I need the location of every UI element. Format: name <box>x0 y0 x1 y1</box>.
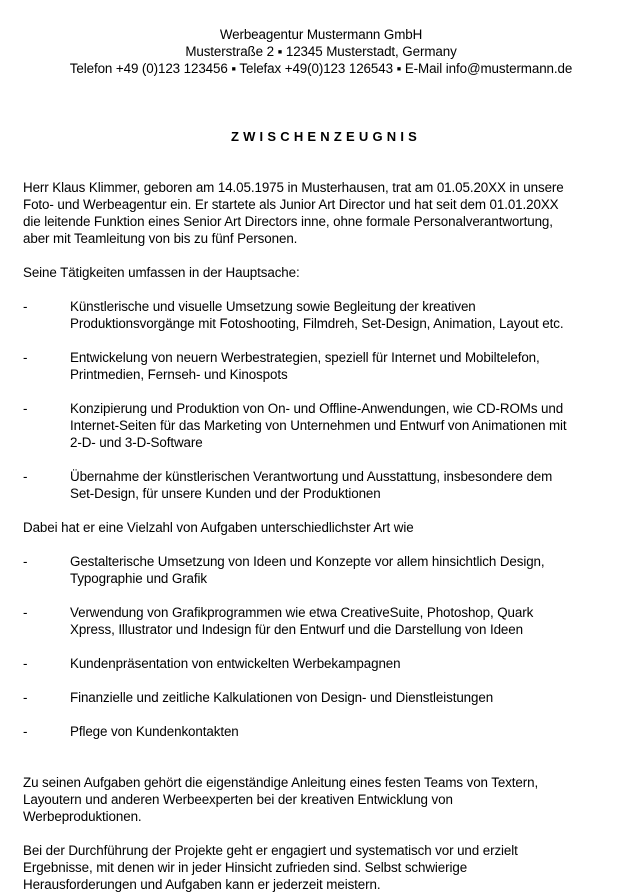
duty-line: Internet-Seiten für das Marketing von Unternehmen und Entwurf von Animationen mit <box>70 418 567 433</box>
duty-line: Konzipierung und Produktion von On- und Offline-Anwendungen, wie CD-ROMs und <box>70 401 564 416</box>
bullet-dash: - <box>23 299 28 314</box>
bullet-dash: - <box>23 690 28 705</box>
task-item <box>23 655 635 672</box>
projects-line: Ergebnisse, mit denen wir in jeder Hinsicht zufrieden sind. Selbst schwierige <box>23 860 468 875</box>
task-line: Finanzielle und zeitliche Kalkulationen von Design- und Dienstleistungen <box>70 690 494 705</box>
bullet-dash: - <box>23 554 28 569</box>
duty-line: Übernahme der künstlerischen Verantwortung und Ausstattung, insbesondere dem <box>70 469 553 484</box>
bullet-dash: - <box>23 656 28 671</box>
task-line: Kundenpräsentation von entwickelten Werbekampagnen <box>70 656 401 671</box>
intro-line: die leitende Funktion eines Senior Art Directors inne, ohne formale Personalverantwortung, <box>23 214 553 229</box>
intro-line: aber mit Teamleitung von bis zu fünf Personen. <box>23 231 298 246</box>
company-contact: Telefon +49 (0)123 123456 ▪ Telefax +49(0)123 126543 ▪ E-Mail info@mustermann.de <box>69 61 573 76</box>
team-line: Werbeproduktionen. <box>23 809 142 824</box>
duty-line: Printmedien, Fernseh- und Kinospots <box>70 367 288 382</box>
duty-line: Entwickelung von neuern Werbestrategien, speziell für Internet und Mobiltelefon, <box>70 350 540 365</box>
intro-paragraph <box>23 179 635 247</box>
projects-paragraph <box>23 842 635 893</box>
bullet-dash: - <box>23 401 28 416</box>
projects-line: Bei der Durchführung der Projekte geht er engagiert und systematisch vor und erzielt <box>23 843 518 858</box>
task-item <box>23 604 635 638</box>
task-item <box>23 689 635 706</box>
duty-item <box>23 298 635 332</box>
bullet-dash: - <box>23 469 28 484</box>
duty-line: 2-D- und 3-D-Software <box>70 435 203 450</box>
tasks-heading: Dabei hat er eine Vielzahl von Aufgaben unterschiedlichster Art wie <box>23 520 414 535</box>
bullet-dash: - <box>23 350 28 365</box>
company-name: Werbeagentur Mustermann GmbH <box>219 27 423 42</box>
intro-line: Foto- und Werbeagentur ein. Er startete als Junior Art Director und hat seit dem 01.01.20XX <box>23 197 559 212</box>
task-line: Gestalterische Umsetzung von Ideen und Konzepte vor allem hinsichtlich Design, <box>70 554 545 569</box>
task-item <box>23 553 635 587</box>
document-body <box>23 179 635 893</box>
task-line: Pflege von Kundenkontakten <box>70 724 239 739</box>
duty-item <box>23 400 635 451</box>
intro-line: Herr Klaus Klimmer, geboren am 14.05.1975 in Musterhausen, trat am 01.05.20XX in unsere <box>23 180 564 195</box>
document-title: ZWISCHENZEUGNIS <box>230 129 422 144</box>
projects-line: Herausforderungen und Aufgaben kann er jederzeit meistern. <box>23 877 381 892</box>
duties-heading: Seine Tätigkeiten umfassen in der Hauptsache: <box>23 265 300 280</box>
duty-line: Künstlerische und visuelle Umsetzung sowie Begleitung der kreativen <box>70 299 476 314</box>
task-line: Xpress, Illustrator und Indesign für den Entwurf und die Darstellung von Ideen <box>70 622 523 637</box>
letterhead <box>0 26 642 77</box>
duty-line: Set-Design, für unsere Kunden und der Produktionen <box>70 486 381 501</box>
team-line: Zu seinen Aufgaben gehört die eigenständige Anleitung eines festen Teams von Textern, <box>23 775 539 790</box>
team-paragraph <box>23 774 635 825</box>
company-address: Musterstraße 2 ▪ 12345 Musterstadt, Germany <box>185 44 457 59</box>
duty-item <box>23 468 635 502</box>
duty-line: Produktionsvorgänge mit Fotoshooting, Filmdreh, Set-Design, Animation, Layout etc. <box>70 316 564 331</box>
duty-item <box>23 349 635 383</box>
team-line: Layoutern und anderen Werbeexperten bei der kreativen Entwicklung von <box>23 792 453 807</box>
bullet-dash: - <box>23 724 28 739</box>
task-item <box>23 723 635 740</box>
bullet-dash: - <box>23 605 28 620</box>
task-line: Typographie und Grafik <box>70 571 207 586</box>
task-line: Verwendung von Grafikprogrammen wie etwa CreativeSuite, Photoshop, Quark <box>70 605 534 620</box>
